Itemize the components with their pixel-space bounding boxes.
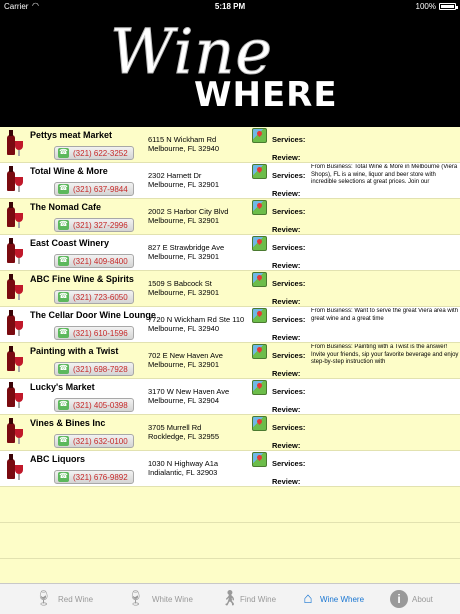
services-label: Services:: [272, 351, 306, 360]
person-icon: 🚶︎: [220, 590, 240, 607]
map-icon[interactable]: [252, 200, 267, 215]
address-line2: Rockledge, FL 32955: [148, 432, 220, 441]
phone-number: (321) 409-8400: [73, 257, 128, 266]
phone-number: (321) 405-0398: [73, 401, 128, 410]
services-label: Services:: [272, 279, 306, 288]
business-thumbnail: [2, 347, 24, 373]
business-address: [148, 423, 219, 441]
business-thumbnail: [2, 131, 24, 157]
business-description: [311, 272, 459, 296]
services-label: Services:: [272, 135, 306, 144]
business-name: Vines & Bines Inc: [30, 418, 106, 428]
business-name: Lucky's Market: [30, 382, 95, 392]
address-line2: Melbourne, FL 32901: [148, 216, 220, 225]
phone-icon: ☎: [59, 437, 68, 444]
call-button[interactable]: [54, 182, 134, 196]
business-description: [311, 128, 459, 152]
call-button[interactable]: [54, 470, 134, 484]
wine-glass-icon: 🍷︎: [34, 590, 54, 607]
phone-icon: ☎: [59, 149, 68, 156]
tab-label: About: [412, 595, 433, 604]
phone-number: (321) 698-7928: [73, 365, 128, 374]
map-icon[interactable]: [252, 452, 267, 467]
business-description: [311, 416, 459, 440]
tab-about[interactable]: [388, 584, 448, 614]
business-address: [148, 387, 229, 405]
review-label: Review:: [272, 405, 301, 414]
address-line2: Melbourne, FL 32901: [148, 360, 220, 369]
call-button[interactable]: [54, 434, 134, 448]
logo-wine-text: Wine: [110, 15, 274, 88]
services-label: Services:: [272, 315, 306, 324]
wifi-icon: ◠: [32, 1, 39, 10]
call-button[interactable]: [54, 218, 134, 232]
business-thumbnail: [2, 419, 24, 445]
phone-icon: ☎: [59, 365, 68, 372]
map-icon[interactable]: [252, 380, 267, 395]
address-line1: 827 E Strawbridge Ave: [148, 243, 225, 252]
call-button[interactable]: [54, 146, 134, 160]
phone-icon: ☎: [59, 185, 68, 192]
business-name: Pettys meat Market: [30, 130, 113, 140]
empty-row-divider: [0, 522, 460, 523]
business-name: ABC Fine Wine & Spirits: [30, 274, 134, 284]
phone-number: (321) 632-0100: [73, 437, 128, 446]
call-button[interactable]: [54, 254, 134, 268]
business-description: [311, 200, 459, 224]
business-thumbnail: [2, 203, 24, 229]
business-name: The Nomad Cafe: [30, 202, 102, 212]
business-description: From Business: Total Wine & More in Melbourne (Viera Shops), FL is a wine, liquor and beer store with incredible selections at great prices. Join our: [311, 164, 458, 185]
call-button[interactable]: [54, 290, 134, 304]
tab-red-wine[interactable]: [30, 584, 100, 614]
status-time: 5:18 PM: [214, 2, 246, 11]
map-icon[interactable]: [252, 308, 267, 323]
services-label: Services:: [272, 387, 306, 396]
business-list[interactable]: [0, 127, 460, 583]
review-label: Review:: [272, 189, 301, 198]
address-line1: 3705 Murrell Rd: [148, 423, 202, 432]
empty-row-divider: [0, 558, 460, 559]
logo-where-text: WHERE: [194, 75, 338, 115]
phone-number: (321) 622-3252: [73, 149, 128, 158]
review-label: Review:: [272, 297, 301, 306]
address-line1: 3170 W New Haven Ave: [148, 387, 230, 396]
battery-percent: 100%: [415, 2, 436, 11]
address-line1: 702 E New Haven Ave: [148, 351, 223, 360]
map-icon[interactable]: [252, 272, 267, 287]
business-address: [148, 243, 224, 261]
business-thumbnail: [2, 275, 24, 301]
address-line1: 2302 Harnett Dr: [148, 171, 202, 180]
map-icon[interactable]: [252, 164, 267, 179]
phone-number: (321) 676-9892: [73, 473, 128, 482]
map-icon[interactable]: [252, 344, 267, 359]
services-label: Services:: [272, 207, 306, 216]
services-label: Services:: [272, 243, 306, 252]
tab-label: Find Wine: [240, 595, 277, 604]
address-line2: Melbourne, FL 32940: [148, 144, 220, 153]
table-row[interactable]: [0, 451, 460, 487]
review-label: Review:: [272, 369, 301, 378]
phone-icon: ☎: [59, 329, 68, 336]
address-line1: 1509 S Babcock St: [148, 279, 212, 288]
wine-glass-icon: 🍷︎: [126, 590, 146, 607]
phone-icon: ☎: [59, 401, 68, 408]
map-icon[interactable]: [252, 236, 267, 251]
business-name: The Cellar Door Wine Lounge: [30, 310, 156, 320]
phone-number: (321) 637-9844: [73, 185, 128, 194]
call-button[interactable]: [54, 326, 134, 340]
services-label: Services:: [272, 171, 306, 180]
address-line2: Melbourne, FL 32904: [148, 396, 220, 405]
phone-icon: ☎: [59, 293, 68, 300]
table-row[interactable]: [0, 127, 460, 163]
phone-number: (321) 327-2996: [73, 221, 128, 230]
address-line1: 1030 N Highway A1a: [148, 459, 219, 468]
business-name: Total Wine & More: [30, 166, 108, 176]
business-thumbnail: [2, 239, 24, 265]
info-icon: i: [390, 590, 408, 608]
status-bar: [0, 0, 460, 13]
business-address: [148, 351, 223, 369]
tab-label: Wine Where: [320, 595, 365, 604]
phone-icon: ☎: [59, 221, 68, 228]
business-address: [148, 171, 219, 189]
address-line2: Melbourne, FL 32940: [148, 324, 220, 333]
review-label: Review:: [272, 477, 301, 486]
business-address: [148, 459, 218, 477]
address-line2: Melbourne, FL 32901: [148, 180, 220, 189]
app-header: [0, 13, 460, 127]
tab-wine-where[interactable]: [298, 584, 378, 614]
phone-number: (321) 723-6050: [73, 293, 128, 302]
tab-label: White Wine: [152, 595, 193, 604]
tab-white-wine[interactable]: [124, 584, 204, 614]
business-address: [148, 279, 219, 297]
business-name: ABC Liquors: [30, 454, 85, 464]
business-description: [311, 380, 459, 404]
tab-find-wine[interactable]: [218, 584, 288, 614]
business-name: East Coast Winery: [30, 238, 109, 248]
phone-icon: ☎: [59, 257, 68, 264]
business-address: [148, 135, 219, 153]
address-line1: 6115 N Wickham Rd: [148, 135, 217, 144]
carrier-label: Carrier: [4, 2, 29, 11]
table-row[interactable]: [0, 163, 460, 199]
address-line2: Melbourne, FL 32901: [148, 252, 220, 261]
map-icon[interactable]: [252, 128, 267, 143]
business-thumbnail: [2, 311, 24, 337]
address-line1: 2002 S Harbor City Blvd: [148, 207, 229, 216]
table-row[interactable]: [0, 271, 460, 307]
tab-label: Red Wine: [58, 595, 94, 604]
review-label: Review:: [272, 333, 301, 342]
business-thumbnail: [2, 455, 24, 481]
table-row[interactable]: [0, 307, 460, 343]
business-thumbnail: [2, 383, 24, 409]
table-row[interactable]: [0, 235, 460, 271]
business-address: [148, 315, 244, 333]
tab-bar: [0, 583, 460, 614]
business-description: [311, 452, 459, 476]
address-line1: 7720 N Wickham Rd Ste 110: [148, 315, 245, 324]
review-label: Review:: [272, 153, 301, 162]
map-icon[interactable]: [252, 416, 267, 431]
review-label: Review:: [272, 225, 301, 234]
review-label: Review:: [272, 261, 301, 270]
services-label: Services:: [272, 423, 306, 432]
business-name: Painting with a Twist: [30, 346, 119, 356]
review-label: Review:: [272, 441, 301, 450]
address-line2: Indialantic, FL 32903: [148, 468, 218, 477]
table-row[interactable]: [0, 379, 460, 415]
house-icon: ⌂: [303, 590, 313, 607]
call-button[interactable]: [54, 362, 134, 376]
business-description: From Business: Painting with a Twist is the answer! Invite your friends, sip your favorite beverage and enjoy step-by-step instruction with: [311, 344, 459, 365]
phone-icon: ☎: [59, 473, 68, 480]
table-row[interactable]: [0, 343, 460, 379]
business-address: [148, 207, 228, 225]
battery-icon: [439, 3, 456, 10]
business-description: [311, 236, 459, 260]
table-row[interactable]: [0, 199, 460, 235]
phone-number: (321) 610-1596: [73, 329, 128, 338]
business-thumbnail: [2, 167, 24, 193]
address-line2: Melbourne, FL 32901: [148, 288, 220, 297]
call-button[interactable]: [54, 398, 134, 412]
table-row[interactable]: [0, 415, 460, 451]
business-description: From Business: Want to serve the great Viera area with great wine and a great time: [311, 308, 459, 322]
services-label: Services:: [272, 459, 306, 468]
